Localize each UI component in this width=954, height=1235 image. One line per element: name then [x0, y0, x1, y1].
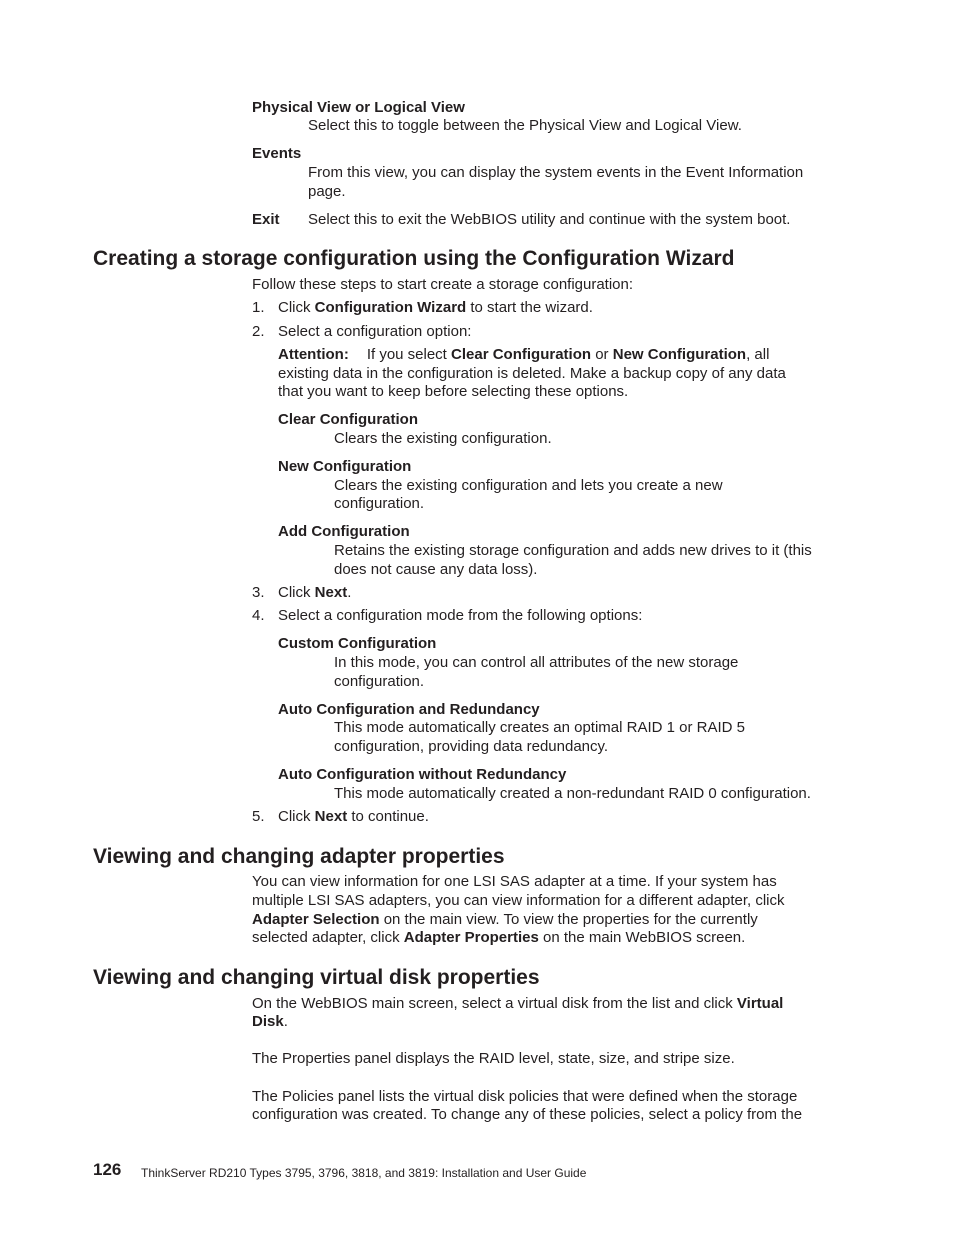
adapter-para-text: on the main WebBIOS screen.	[538, 929, 746, 946]
attention-text: If you select	[366, 346, 452, 363]
attention-label: Attention:	[278, 346, 349, 363]
step-text-post: to start the wizard.	[466, 299, 593, 316]
step-text-pre: Click	[278, 808, 315, 825]
term-exit: Exit	[252, 211, 280, 228]
term-clear-configuration: Clear Configuration	[278, 411, 419, 428]
adapter-selection-bold: Adapter Selection	[252, 911, 380, 928]
desc-physical-view: Select this to toggle between the Physical View and Logical View.	[308, 117, 742, 134]
adapter-properties-bold: Adapter Properties	[403, 929, 539, 946]
step-text-pre: Click	[278, 299, 315, 316]
desc-custom-configuration-line2: configuration.	[334, 673, 425, 690]
footer-title: ThinkServer RD210 Types 3795, 3796, 3818, and 3819: Installation and User Guide	[141, 1166, 587, 1180]
step-text-post: .	[347, 584, 352, 601]
desc-add-configuration-line2: does not cause any data loss).	[334, 561, 538, 578]
virtual-bold: Virtual	[736, 995, 784, 1012]
desc-new-configuration-line1: Clears the existing configuration and lets you create a new	[334, 477, 723, 494]
term-add-configuration: Add Configuration	[278, 523, 410, 540]
desc-custom-configuration-line1: In this mode, you can control all attributes of the new storage	[334, 654, 739, 671]
term-events: Events	[252, 145, 302, 162]
step-text-bold: Next	[314, 808, 348, 825]
term-new-configuration: New Configuration	[278, 458, 412, 475]
desc-add-configuration-line1: Retains the existing storage configuration and adds new drives to it (this	[334, 542, 812, 559]
attention-line1	[278, 345, 769, 364]
step-number: 3.	[252, 584, 265, 601]
adapter-para-text: selected adapter, click	[252, 929, 404, 946]
attention-bold: Clear Configuration	[451, 346, 592, 363]
disk-bold: Disk	[252, 1013, 284, 1030]
step-number: 2.	[252, 323, 265, 340]
adapter-para-line2: multiple LSI SAS adapters, you can view information for a different adapter, click	[252, 892, 785, 909]
step-text-post: to continue.	[347, 808, 429, 825]
heading-configuration-wizard: Creating a storage configuration using the Configuration Wizard	[93, 247, 735, 270]
desc-auto-configuration-redundancy-line2: configuration, providing data redundancy.	[334, 738, 609, 755]
desc-events-line1: From this view, you can display the system events in the Event Information	[308, 164, 804, 181]
desc-clear-configuration: Clears the existing configuration.	[334, 430, 552, 447]
desc-exit: Select this to exit the WebBIOS utility and continue with the system boot.	[308, 211, 791, 228]
term-auto-configuration-no-redundancy: Auto Configuration without Redundancy	[278, 766, 567, 783]
attention-line2: existing data in the configuration is deleted. Make a backup copy of any data	[278, 365, 786, 382]
step-number: 4.	[252, 607, 265, 624]
attention-line3: that you want to keep before selecting these options.	[278, 383, 629, 400]
step-text	[278, 807, 429, 826]
desc-auto-configuration-no-redundancy: This mode automatically created a non-redundant RAID 0 configuration.	[334, 785, 811, 802]
attention-text: or	[591, 346, 613, 363]
vd-para-text: .	[283, 1013, 288, 1030]
term-auto-configuration-redundancy: Auto Configuration and Redundancy	[278, 701, 540, 718]
step-text-bold: Configuration Wizard	[314, 299, 467, 316]
step-text-bold: Next	[314, 584, 348, 601]
vd-para3-line1: The Policies panel lists the virtual disk policies that were defined when the storage	[252, 1088, 798, 1105]
vd-para3-line2: configuration was created. To change any of these policies, select a policy from the	[252, 1106, 803, 1123]
step-text-pre: Click	[278, 584, 315, 601]
step-text: Select a configuration mode from the following options:	[278, 607, 643, 624]
attention-bold: New Configuration	[612, 346, 747, 363]
vd-para2: The Properties panel displays the RAID level, state, size, and stripe size.	[252, 1050, 735, 1067]
step-text	[278, 298, 593, 317]
desc-new-configuration-line2: configuration.	[334, 495, 425, 512]
step-number: 1.	[252, 299, 265, 316]
term-physical-view: Physical View or Logical View	[252, 99, 465, 116]
heading-adapter-properties: Viewing and changing adapter properties	[93, 845, 505, 868]
desc-events-line2: page.	[308, 183, 346, 200]
step-text	[278, 583, 351, 602]
attention-text: , all	[746, 346, 770, 363]
heading-virtual-disk-properties: Viewing and changing virtual disk properties	[93, 966, 540, 989]
intro-text: Follow these steps to start create a storage configuration:	[252, 276, 634, 293]
vd-para1-line1	[252, 994, 783, 1013]
desc-auto-configuration-redundancy-line1: This mode automatically creates an optimal RAID 1 or RAID 5	[334, 719, 745, 736]
vd-para1-line2	[252, 1012, 288, 1031]
adapter-para-text: on the main view. To view the properties for the currently	[379, 911, 758, 928]
adapter-para-line4	[252, 928, 745, 947]
adapter-para-line3	[252, 910, 758, 929]
page-number: 126	[93, 1160, 122, 1179]
adapter-para-line1: You can view information for one LSI SAS adapter at a time. If your system has	[252, 873, 777, 890]
term-custom-configuration: Custom Configuration	[278, 635, 437, 652]
step-number: 5.	[252, 808, 265, 825]
step-text: Select a configuration option:	[278, 323, 472, 340]
vd-para-text: On the WebBIOS main screen, select a virtual disk from the list and click	[252, 995, 737, 1012]
